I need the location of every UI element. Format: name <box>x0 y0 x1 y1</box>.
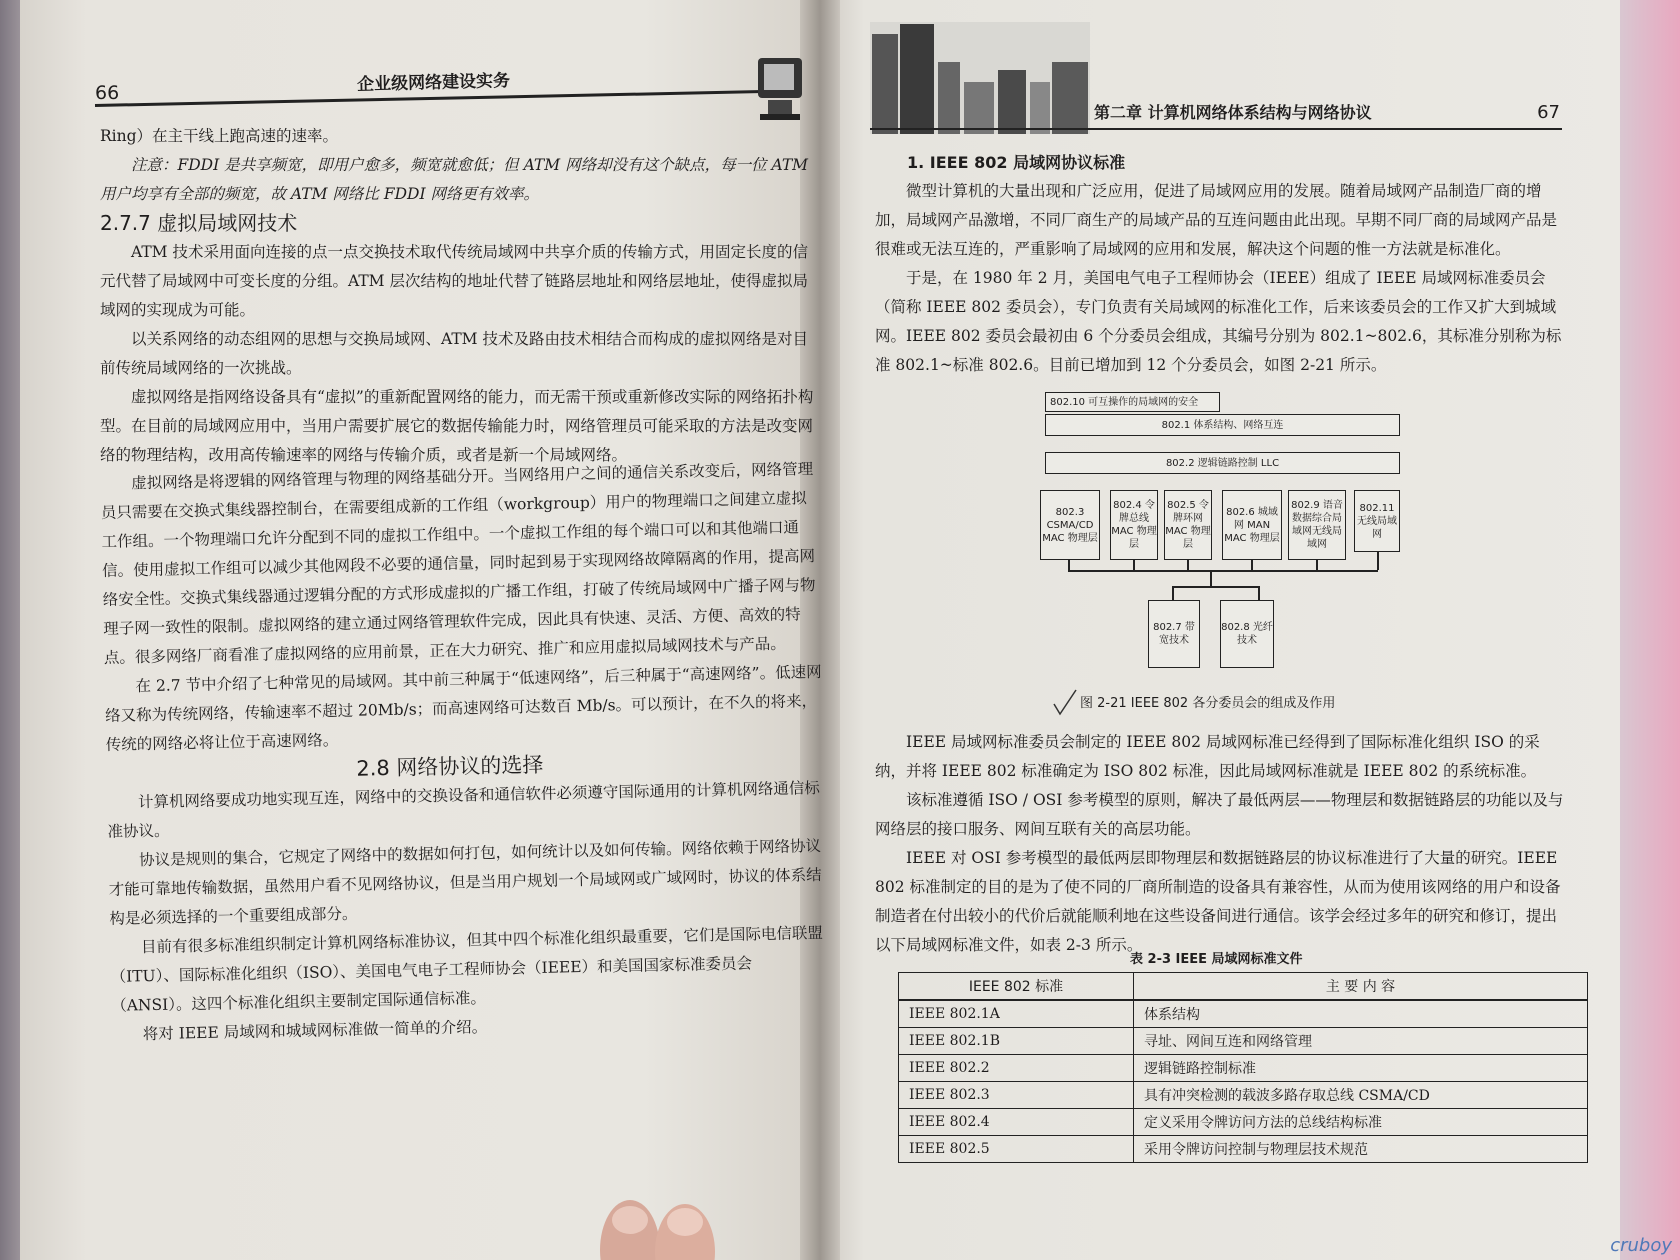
left-page-body <box>100 122 824 1050</box>
paragraph: 在 2.7 节中介绍了七种常见的局域网。其中前三种属于“低速网络”，后三种属于“高速网络”。低速网络又称为传统网络，传输速率不超过 20Mb/s；而高速网络可达数百 Mb/s。可以预计，在不久的将来，传统的网络必将让位于高速网络。 <box>104 662 822 754</box>
right-page-header <box>1090 96 1560 132</box>
left-page-number: 66 <box>95 82 120 104</box>
table-cell: 寻址、网间互连和网络管理 <box>1134 1028 1588 1055</box>
paragraph: 于是，在 1980 年 2 月，美国电气电子工程师协会（IEEE）组成了 IEEE 局域网标准委员会（简称 IEEE 802 委员会），专门负责有关局域网的标准化工作，后来该委员会的工作又扩大到城域网。IEEE 802 委员会最初由 6 个分委员会组成，其编号分别为 802.1~802.6，其标准分别称为标准 802.1~标准 802.6。目前已增加到 12 个分委员会，如图 2-21 所示。 <box>875 269 1562 374</box>
left-page-header <box>95 60 805 104</box>
finger-holding-page <box>595 1180 725 1260</box>
paragraph: IEEE 对 OSI 参考模型的最低两层即物理层和数据链路层的协议标准进行了大量的研究。IEEE 802 标准制定的目的是为了使不同的厂商所制造的设备具有兼容性，从而为使用该网络的用户和设备制造者在付出较小的代价后就能顺利地在这些设备间进行通信。该学会经过多年的研究和修订，提出以下局域网标准文件，如表 2-3 所示。 <box>875 849 1561 954</box>
table-cell: IEEE 802.2 <box>899 1055 1134 1082</box>
ieee802-diagram <box>1040 390 1410 680</box>
paragraph: 目前有很多标准组织制定计算机网络标准协议，但其中四个标准化组织最重要，它们是国际电信联盟（ITU）、国际标准化组织（ISO）、美国电气电子工程师协会（IEEE）和美国国家标准委员会（ANSI）。这四个标准化组织主要制定国际通信标准。 <box>110 923 824 1015</box>
diagram-connector <box>1133 560 1135 570</box>
paragraph: IEEE 局域网标准委员会制定的 IEEE 802 局域网标准已经得到了国际标准化组织 ISO 的采纳，并将 IEEE 802 标准确定为 ISO 802 标准，因此局域网标准就是 IEEE 802 的系统标准。 <box>875 733 1540 780</box>
table-row <box>899 1055 1588 1082</box>
paragraph: 计算机网络要成功地实现互连，网络中的交换设备和通信软件必须遵守国际通用的计算机网络通信标准协议。 <box>107 778 821 841</box>
diagram-connector <box>1251 560 1253 570</box>
paragraph: 协议是规则的集合，它规定了网络中的数据如何打包，如何统计以及如何传输。网络依赖于网络协议才能可靠地传输数据，虽然用户看不见网络协议，但是当用户规划一个局域网或广域网时，协议的体系结构是必须选择的一个重要组成部分。 <box>108 836 822 928</box>
table-cell: 采用令牌访问控制与物理层技术规范 <box>1134 1136 1588 1163</box>
paragraph: Ring）在主干线上跑高速的速率。 <box>100 127 339 145</box>
diagram-box-802-11: 802.11 无线局域网 <box>1354 490 1400 552</box>
section-heading-2-8: 2.8 网络协议的选择 <box>356 752 544 781</box>
table-header-cell: 主 要 内 容 <box>1134 973 1588 1001</box>
section-heading-2-7-7: 2.7.7 虚拟局域网技术 <box>100 211 298 235</box>
diagram-box-802-9: 802.9 语音数据综合局域网无线局域网 <box>1288 490 1346 560</box>
diagram-connector <box>1210 570 1212 586</box>
table-row <box>899 1109 1588 1136</box>
table-cell: 定义采用令牌访问方法的总线结构标准 <box>1134 1109 1588 1136</box>
diagram-connector <box>1172 586 1174 600</box>
table-row <box>899 1000 1588 1028</box>
table-row <box>899 1136 1588 1163</box>
right-page-body-lower <box>875 728 1565 960</box>
table-cell: IEEE 802.3 <box>899 1082 1134 1109</box>
right-page-number: 67 <box>1537 102 1560 123</box>
table-cell: IEEE 802.5 <box>899 1136 1134 1163</box>
paragraph: ATM 技术采用面向连接的点一点交换技术取代传统局域网中共享介质的传输方式，用固定长度的信元代替了局域网中可变长度的分组。ATM 层次结构的地址代替了链路层地址和网络层地址，使得虚拟局域网的实现成为可能。 <box>100 243 808 319</box>
diagram-connector <box>1068 570 1378 572</box>
computer-icon <box>750 48 810 128</box>
table-cell: IEEE 802.1A <box>899 1000 1134 1028</box>
background-right-edge <box>1620 0 1680 1260</box>
chapter-title: 第二章 计算机网络体系结构与网络协议 <box>1094 103 1372 122</box>
table-cell: IEEE 802.1B <box>899 1028 1134 1055</box>
diagram-connector <box>1316 560 1318 570</box>
subheading: 1. IEEE 802 局域网协议标准 <box>907 153 1126 172</box>
table-header-row <box>899 973 1588 1001</box>
diagram-box-802-5: 802.5 令牌环网 MAC 物理层 <box>1164 490 1212 560</box>
right-page-body <box>875 148 1563 380</box>
note-paragraph: 注意：FDDI 是共享频宽，即用户愈多，频宽就愈低；但 ATM 网络却没有这个缺点，每一位 ATM 用户均享有全部的频宽，故 ATM 网络比 FDDI 网络更有效率。 <box>100 156 809 203</box>
table-row <box>899 1082 1588 1109</box>
paragraph: 虚拟网络是将逻辑的网络管理与物理的网络基础分开。当网络用户之间的通信关系改变后，网络管理员只需要在交换式集线器控制台，在需要组成新的工作组（workgroup）用户的物理端口之间建立虚拟工作组。一个物理端口允许分配到不同的虚拟工作组中。一个虚拟工作组的每个端口可以和其他端口通信。使用虚拟工作组可以减少其他网段不必要的通信量，同时起到易于实现网络故障隔离的作用，提高网络安全性。交换式集线器通过逻辑分配的方式形成虚拟的广播工作组，打破了传统局域网中广播子网与物理子网一致性的限制。虚拟网络的建立通过网络管理软件完成，因此具有快速、灵活、方便、高效的特点。很多网络厂商看准了虚拟网络的应用前景，正在大力研究、推广和应用虚拟局域网技术与产品。 <box>100 460 816 667</box>
diagram-box-802-3: 802.3 CSMA/CD MAC 物理层 <box>1040 490 1100 560</box>
city-skyline-image <box>870 22 1090 134</box>
diagram-connector <box>1187 560 1189 570</box>
table-cell: IEEE 802.4 <box>899 1109 1134 1136</box>
diagram-box-802-2: 802.2 逻辑链路控制 LLC <box>1045 452 1400 474</box>
diagram-box-802-8: 802.8 光纤技术 <box>1220 600 1274 668</box>
diagram-box-802-7: 802.7 带宽技术 <box>1148 600 1200 668</box>
diagram-connector <box>1377 552 1379 570</box>
diagram-box-802-6: 802.6 城域网 MAN MAC 物理层 <box>1222 490 1282 560</box>
diagram-box-802-1: 802.1 体系结构、网络互连 <box>1045 414 1400 436</box>
paragraph: 该标准遵循 ISO / OSI 参考模型的原则，解决了最低两层——物理层和数据链路层的功能以及与网络层的接口服务、网间互联有关的高层功能。 <box>875 791 1564 838</box>
diagram-connector <box>1258 586 1260 600</box>
standards-table <box>898 972 1588 1163</box>
diagram-box-802-4: 802.4 令牌总线 MAC 物理层 <box>1110 490 1158 560</box>
paragraph: 将对 IEEE 局域网和城域网标准做一简单的介绍。 <box>142 1018 488 1044</box>
paragraph: 以关系网络的动态组网的思想与交换局域网、ATM 技术及路由技术相结合而构成的虚拟网络是对目前传统局域网络的一次挑战。 <box>100 330 808 377</box>
table-caption: 表 2-3 IEEE 局域网标准文件 <box>1130 952 1303 967</box>
table-cell: 具有冲突检测的载波多路存取总线 CSMA/CD <box>1134 1082 1588 1109</box>
diagram-connector <box>1172 586 1258 588</box>
paragraph: 虚拟网络是指网络设备具有“虚拟”的重新配置网络的能力，而无需干预或重新修改实际的网络拓扑构型。在目前的局域网应用中，当用户需要扩展它的数据传输能力时，网络管理员可能采取的方法是改变网络的物理结构，改用高传输速率的网络与传输介质，或者是新一个局域网络。 <box>100 388 814 464</box>
handwritten-checkmark <box>1050 688 1080 718</box>
book-title: 企业级网络建设实务 <box>356 71 511 95</box>
table-cell: 逻辑链路控制标准 <box>1134 1055 1588 1082</box>
diagram-connector <box>1068 560 1070 570</box>
figure-caption: 图 2-21 IEEE 802 各分委员会的组成及作用 <box>1080 696 1336 711</box>
header-rule <box>870 128 1562 130</box>
diagram-box-802-10: 802.10 可互操作的局域网的安全 <box>1045 392 1220 412</box>
table-cell: 体系结构 <box>1134 1000 1588 1028</box>
watermark: cruboy <box>1610 1235 1672 1256</box>
table-header-cell: IEEE 802 标准 <box>899 973 1134 1001</box>
table-row <box>899 1028 1588 1055</box>
paragraph: 微型计算机的大量出现和广泛应用，促进了局域网应用的发展。随着局域网产品制造厂商的增加，局域网产品激增，不同厂商生产的局域产品的互连问题由此出现。早期不同厂商的局域网产品是很难或无法互连的，严重影响了局域网的应用和发展，解决这个问题的惟一方法就是标准化。 <box>875 182 1558 258</box>
